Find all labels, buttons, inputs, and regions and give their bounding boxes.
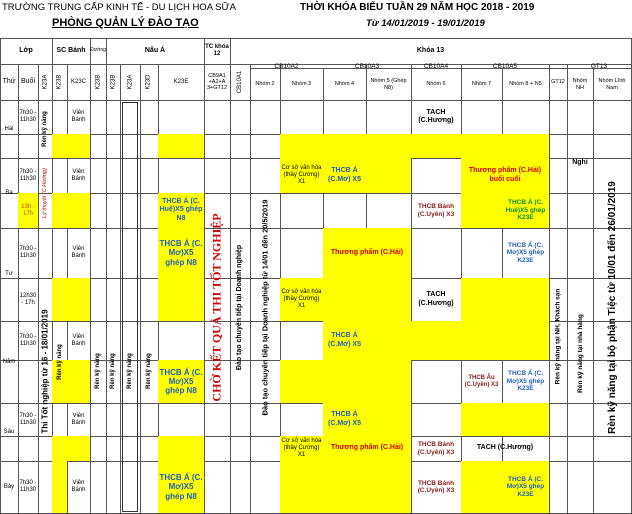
time-tu-pm: 12h30 - 17h <box>19 292 37 306</box>
col-khoa13: Khóa 13 <box>416 46 445 54</box>
gt13-nghi: Nghỉ <box>572 158 588 166</box>
k23b-tu-pm <box>52 278 67 321</box>
col-cb10a4: CB10A4 <box>423 62 449 70</box>
k23c-hai-pm <box>67 134 90 158</box>
col-buoi: Buổi <box>20 77 35 85</box>
col-nhom7: Nhóm 7 <box>471 81 492 88</box>
nhom3-nam-pm <box>280 360 323 403</box>
nhom7-8-nam-am <box>461 321 549 360</box>
nhom6-nam-am <box>411 321 461 360</box>
k23a-ly-thuyet: Lý thuyết (C.Hường) <box>42 168 49 218</box>
time-nam-am: 7h30 - 11h30 <box>19 333 37 347</box>
k23e-bay: THCB Á (C. Mơ)X5 ghép N8 <box>158 461 204 513</box>
k23a-hai-ren-ky-nang: Rèn kỹ năng <box>42 111 48 147</box>
time-ba-pm: 13h - 17h <box>18 193 38 228</box>
k23e-sau-pm <box>158 436 204 461</box>
nhom7-bay <box>461 461 502 513</box>
nhom7-ba-pm <box>461 193 502 228</box>
day-ba: Ba <box>5 189 13 196</box>
col-tc-khoa12: TC khóa 12 <box>205 44 229 57</box>
nhom7-8-ba-am: Thương phẩm (C.Hải) buổi cuối <box>461 158 549 193</box>
nhom7-8-sau-am <box>461 403 549 436</box>
k23c-bay: Viên Bánh <box>71 480 86 493</box>
nhom5-nam-am <box>366 321 411 360</box>
time-tu-am: 7h30 - 11h30 <box>19 246 37 259</box>
col-k23e: K23E <box>173 78 189 85</box>
day-nam: Năm <box>2 358 16 365</box>
k23e-nam-pm: THCB Á (C. Mơ)X5 ghép N8 <box>158 360 204 403</box>
col-k23a-nau: K23A <box>127 74 133 90</box>
nhom3-bay <box>280 461 323 513</box>
k23b-ba-pm <box>52 193 67 228</box>
col-cb10a5: CB10A5 <box>492 62 518 70</box>
time-bay-am: 7h30 - 11h30 <box>19 480 37 493</box>
col-nhom8: Nhóm 8 + N5 <box>509 81 542 88</box>
col-nau-a: Nấu Á <box>144 46 166 54</box>
timetable-title: THỜI KHÓA BIỂU TUẦN 29 NĂM HỌC 2018 - 2019 <box>300 2 535 13</box>
k23b-bay <box>52 461 67 513</box>
k23e-tu-am: THCB Á (C. Mơ)X5 ghép N8 <box>158 228 204 278</box>
col-nhom3: Nhóm 3 <box>291 81 312 88</box>
col-nhom2: Nhóm 2 <box>255 81 275 88</box>
nhom4-5-hai-pm <box>323 134 411 158</box>
nhom4-5-tu-am: Thương phẩm (C.Hải) <box>323 228 411 278</box>
k23b-sau-pm <box>52 436 67 461</box>
col-nhom5: Nhóm 5 (Ghép N8) <box>370 78 407 91</box>
col-lop: Lớp <box>19 46 33 54</box>
cb10a1-dao-tao: Đào tạo chuyên tiếp tại Doanh nghiệp <box>236 244 244 370</box>
time-hai-am: 7h30 - 11h30 <box>19 110 37 123</box>
col-cb10a1: CB10A1 <box>237 70 244 94</box>
nhom6-ba-pm: THCB Bánh (C.Uyên) X3 <box>417 203 455 218</box>
col-k23b-duong: K23B <box>95 74 101 90</box>
k23b-ren-ky-nang: Rèn kỹ năng <box>56 344 63 380</box>
nhom8-bay: THCB Á (C. Mơ)X5 ghép K23E <box>502 461 549 513</box>
nhom4-5-sau-pm: Thương phẩm (C.Hải) <box>323 436 411 461</box>
k23c-sau-pm <box>67 436 90 461</box>
duong-ren-ky-nang: Rèn kỹ năng <box>95 353 101 389</box>
col-thu: Thứ <box>2 77 16 85</box>
nhom3-hai-pm <box>280 134 323 158</box>
k23e-hai-pm <box>158 134 204 158</box>
col-nhom-lanh-nam: Nhóm Lĩnh Nam <box>598 78 626 91</box>
col-nhom-nh: Nhóm NH <box>572 78 588 91</box>
k23c-nam-am: Viên Bánh <box>71 333 86 347</box>
nhom4-5-nam-pm <box>323 360 411 403</box>
col-k23cd-nau: K23D <box>145 74 152 90</box>
nhom5-ba-am <box>366 158 411 193</box>
k23e-tu-pm <box>158 278 204 321</box>
col-cb10a2: CB10A2 <box>274 62 299 70</box>
k23c-nam-pm <box>67 360 90 403</box>
k23c-ba-am: Viên Bánh <box>71 168 86 182</box>
gt12-ren-ky-nang: Rèn kỹ năng tại NH, Khách sạn <box>554 288 562 384</box>
col-cb9a1: CB9A1 +A2+A 3+GT12 <box>206 72 228 92</box>
nhom3-sau-pm: Cơ sở văn hóa (thầy Cường) X1 <box>280 436 323 461</box>
k23b-hai-pm <box>52 134 67 158</box>
nau-k23cd-ren-ky-nang: Rèn kỹ năng <box>146 353 152 389</box>
col-nhom6: Nhóm 6 <box>426 81 446 88</box>
col-k23b-sc: K23B <box>56 74 63 90</box>
day-tu: Tư <box>5 271 13 278</box>
gt13-ren-ky-nang-nh: Rèn kỹ năng tại nhà hàng <box>576 314 584 393</box>
department-name: PHÒNG QUẢN LÝ ĐÀO TẠO <box>52 17 199 29</box>
nhom8-tu-am: THCB Á (C. Mơ)X5 ghép K23E <box>506 241 545 264</box>
nhom3-tu-am <box>280 228 323 278</box>
lanh-nam-ren-ky-nang: Rèn kỹ năng tại bộ phận Tiệc từ 10/01 đến 26/01/2019 <box>606 180 618 434</box>
col-sc-banh: SC Bánh <box>56 46 86 54</box>
nhom4-5-bay <box>323 461 411 513</box>
k23c-ba-pm <box>67 193 90 228</box>
day-sau: Sáu <box>3 428 15 435</box>
nhom8-nam-pm: THCB Á (C. Mơ)X5 ghép K23E <box>506 370 545 393</box>
school-name: TRƯỜNG TRUNG CẤP KINH TẾ - DU LỊCH HOA SỮA <box>2 2 236 13</box>
col-gt12: GT12 <box>551 78 565 85</box>
nau-k23a-ren-ky-nang: Rèn kỹ năng <box>127 353 133 389</box>
k23c-tu-pm <box>67 278 90 321</box>
col-nhom4: Nhóm 4 <box>334 81 355 88</box>
nhom6-hai-pm <box>411 134 461 158</box>
col-gt13: GT13 <box>590 62 608 70</box>
col-cb10a3: CB10A3 <box>354 62 380 70</box>
nhom4-ba-am: THCB Á (C.Mơ) X5 <box>323 158 366 193</box>
date-range: Từ 14/01/2019 - 19/01/2019 <box>366 18 485 29</box>
col-duong: Đường <box>90 47 106 54</box>
k23c-hai-am: Viên Bánh <box>71 110 86 123</box>
col-k23b-nau: K23B <box>110 74 116 90</box>
nhom3-tu-pm: Cơ sở văn hóa (thầy Cường) X1 <box>280 278 323 321</box>
nhom7-nam-pm: THCB Âu (C.Uyên) X3 <box>464 374 499 388</box>
nhom3-ba-am: Cơ sở văn hóa (thầy Cường) X1 <box>280 158 323 193</box>
nhom4-5-tu-pm <box>323 278 411 321</box>
day-hai: Hai <box>4 125 14 132</box>
nhom6-tu-pm: TACH (C.Hương) <box>418 291 454 307</box>
k23c-tu-am: Viên Bánh <box>71 246 86 259</box>
nhom7-8-tu-pm <box>461 278 549 321</box>
nhom4-sau-am: THCB Á (C.Mơ) X5 <box>323 403 366 436</box>
nhom6-hai-am: TACH (C.Hương) <box>418 108 454 124</box>
k23a-thi-tot-nghiep: Thi Tốt nghiệp từ 16 - 18/01/2019 <box>40 308 50 434</box>
cho-ket-qua: CHỜ KẾT QUẢ THI TỐT NGHIỆP <box>209 212 224 402</box>
day-bay: Bảy <box>3 484 15 491</box>
nhom8-ba-pm: THCB Á (C. Huệ)X5 ghép K23E <box>502 193 549 228</box>
nau-k23b-ren-ky-nang: Rèn kỹ năng <box>110 353 116 389</box>
k23c-sau-am: Viên Bánh <box>71 412 86 426</box>
k23e-ba-pm: THCB Á (C. Huệ)X5 ghép N8 <box>158 193 204 228</box>
time-sau-am: 7h30 - 11h30 <box>19 412 37 426</box>
col-k23c-sc: K23C <box>70 78 86 85</box>
nhom5-sau-am <box>366 403 411 436</box>
nhom2-dao-tao: Đào tạo chuyên tiếp tại Doanh nghiệp từ 14/01 đến 20/5/2019 <box>260 199 270 415</box>
nhom6-bay: THCB Bánh (C.Uyên) X3 <box>417 479 455 494</box>
timetable-grid <box>0 38 632 514</box>
nhom6-sau-pm: THCB Bánh (C.Uyên) X3 <box>417 441 455 456</box>
nhom7-8-hai-pm <box>461 134 549 158</box>
col-k23a-sc: K23A <box>42 74 48 90</box>
nhom4-nam-am: THCB Á (C.Mơ) X5 <box>323 321 366 360</box>
nhom7-8-sau-pm: TACH (C.Hương) <box>476 444 534 452</box>
time-ba-am: 7h30 - 11h30 <box>19 168 37 182</box>
